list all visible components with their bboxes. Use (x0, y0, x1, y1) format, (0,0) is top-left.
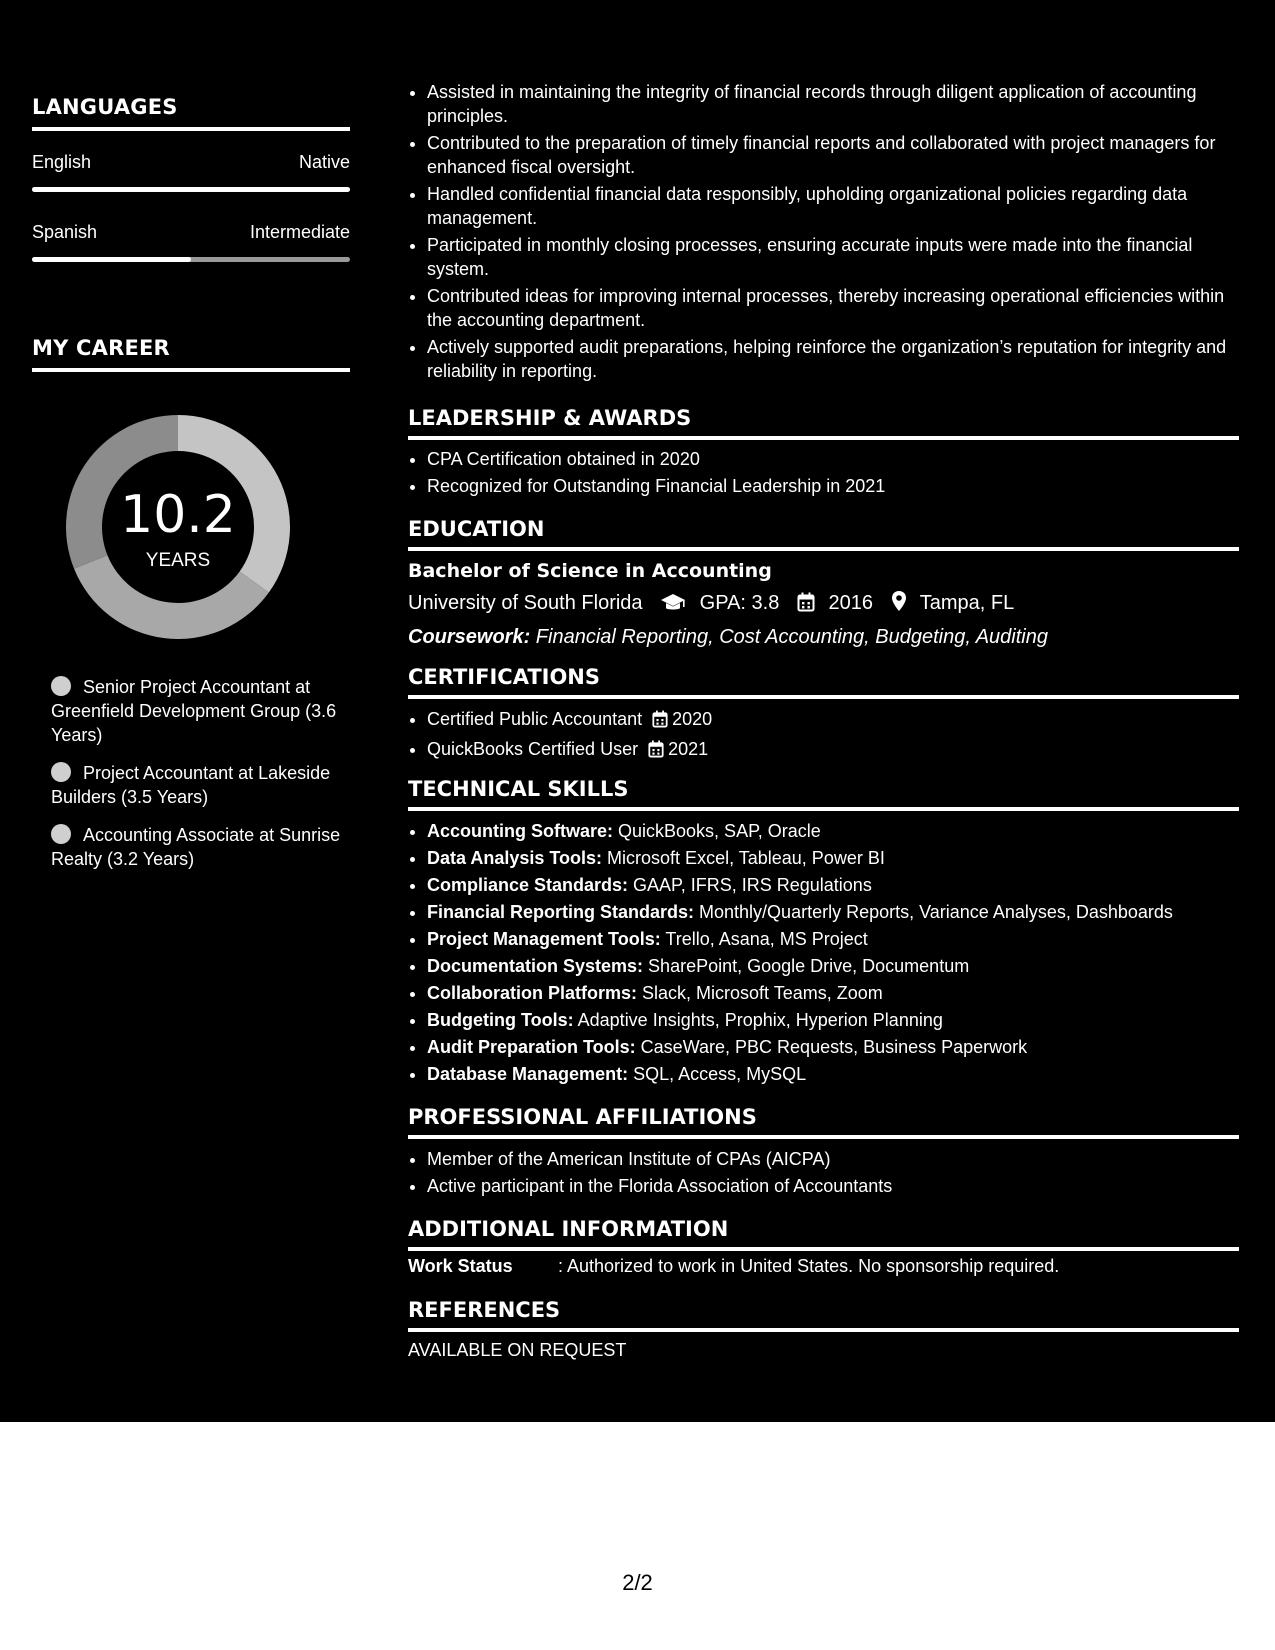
coursework-label: Coursework: (408, 626, 531, 648)
career-heading: MY CAREER (32, 336, 350, 372)
bullet-dot-icon (51, 824, 71, 844)
total-years: 10.2 (120, 485, 236, 545)
list-item: • Contributed ideas for improving internal processes, thereby increasing operational efficiencies within the accounting department. (427, 284, 1239, 332)
education-heading: EDUCATION (408, 517, 1239, 551)
skill-value: Slack, Microsoft Teams, Zoom (637, 983, 883, 1003)
gpa: GPA: 3.8 (699, 592, 780, 614)
career-donut (66, 415, 290, 639)
career-item (51, 761, 341, 809)
language-proficiency-bar (32, 187, 350, 192)
language-level: Intermediate (249, 222, 350, 242)
list-item (427, 1062, 1239, 1086)
list-item (427, 954, 1239, 978)
page-number: 2/2 (622, 1570, 653, 1595)
list-item (427, 900, 1239, 924)
certifications-list (408, 707, 1239, 767)
technical-skills-heading: TECHNICAL SKILLS (408, 777, 1239, 811)
career-item (51, 675, 341, 747)
skill-value: Microsoft Excel, Tableau, Power BI (602, 848, 885, 868)
skill-label: Database Management: (427, 1064, 629, 1084)
years-label: YEARS (145, 550, 211, 571)
coursework-value: Financial Reporting, Cost Accounting, Budgeting, Auditing (530, 626, 1048, 648)
list-item (427, 819, 1239, 843)
list-item (427, 927, 1239, 951)
list-item: • Recognized for Outstanding Financial Leadership in 2021 (427, 474, 1239, 498)
list-item: • CPA Certification obtained in 2020 (427, 447, 1239, 471)
list-item: • Handled confidential financial data responsibly, upholding organizational policies regarding data management. (427, 182, 1239, 230)
skill-value: Adaptive Insights, Prophix, Hyperion Planning (573, 1010, 943, 1030)
list-item (427, 1008, 1239, 1032)
list-item (427, 1035, 1239, 1059)
location-pin-icon (891, 590, 907, 618)
career-item-text: Accounting Associate at Sunrise Realty (3.2 Years) (51, 825, 341, 869)
skill-value: SQL, Access, MySQL (628, 1064, 807, 1084)
skill-label: Financial Reporting Standards: (427, 902, 695, 922)
location: Tampa, FL (919, 592, 1015, 614)
skill-label: Audit Preparation Tools: (427, 1037, 636, 1057)
technical-skills-list (408, 819, 1239, 1089)
language-item (32, 222, 350, 262)
calendar-icon (652, 710, 668, 734)
work-status-value: : Authorized to work in United States. No sponsorship required. (558, 1256, 1060, 1276)
work-status (408, 1256, 1239, 1277)
language-level: Native (298, 152, 350, 172)
certifications-heading: CERTIFICATIONS (408, 665, 1239, 699)
skill-label: Budgeting Tools: (427, 1010, 574, 1030)
affiliations-list (408, 1147, 1239, 1201)
affiliations-heading: PROFESSIONAL AFFILIATIONS (408, 1105, 1239, 1139)
references-text: AVAILABLE ON REQUEST (408, 1340, 627, 1360)
list-item: • Active participant in the Florida Association of Accountants (427, 1174, 1239, 1198)
skill-value: QuickBooks, SAP, Oracle (613, 821, 821, 841)
work-status-label: Work Status (408, 1256, 513, 1276)
list-item (427, 707, 1239, 734)
school-name: University of South Florida (408, 592, 643, 614)
languages-heading: LANGUAGES (32, 95, 350, 131)
career-item (51, 823, 341, 871)
career-list (51, 675, 341, 885)
additional-info-heading: ADDITIONAL INFORMATION (408, 1217, 1239, 1251)
skill-label: Documentation Systems: (427, 956, 644, 976)
references-heading: REFERENCES (408, 1298, 1239, 1332)
coursework (408, 626, 1239, 649)
bullet-dot-icon (51, 762, 71, 782)
certification-year: 2021 (668, 739, 709, 759)
list-item (427, 737, 1239, 764)
language-name: English (32, 152, 92, 172)
skill-label: Project Management Tools: (427, 929, 661, 949)
language-proficiency-bar (32, 257, 350, 262)
degree-title: Bachelor of Science in Accounting (408, 560, 772, 582)
experience-bullets (408, 80, 1239, 386)
language-name: Spanish (32, 222, 98, 242)
list-item: • Actively supported audit preparations, helping reinforce the organization’s reputation for integrity and reliability in reporting. (427, 335, 1239, 383)
career-item-text: Senior Project Accountant at Greenfield Development Group (3.6 Years) (51, 677, 337, 745)
skill-label: Accounting Software: (427, 821, 614, 841)
skill-value: CaseWare, PBC Requests, Business Paperwork (635, 1037, 1028, 1057)
list-item: • Participated in monthly closing processes, ensuring accurate inputs were made into the financial system. (427, 233, 1239, 281)
language-proficiency-fill (32, 257, 191, 262)
skill-value: SharePoint, Google Drive, Documentum (643, 956, 970, 976)
bullet-dot-icon (51, 676, 71, 696)
skill-value: Monthly/Quarterly Reports, Variance Analyses, Dashboards (694, 902, 1173, 922)
skill-value: GAAP, IFRS, IRS Regulations (628, 875, 872, 895)
language-item (32, 152, 350, 192)
list-item (427, 873, 1239, 897)
calendar-icon (797, 592, 815, 618)
skill-label: Collaboration Platforms: (427, 983, 638, 1003)
sidebar (0, 0, 380, 1422)
certification-name: QuickBooks Certified User (427, 739, 639, 759)
leadership-list (408, 447, 1239, 501)
skill-value: Trello, Asana, MS Project (660, 929, 868, 949)
graduation-cap-icon (660, 592, 686, 618)
list-item: • Assisted in maintaining the integrity of financial records through diligent application of accounting principles. (427, 80, 1239, 128)
graduation-year: 2016 (828, 592, 873, 614)
skill-label: Data Analysis Tools: (427, 848, 603, 868)
skill-label: Compliance Standards: (427, 875, 629, 895)
leadership-heading: LEADERSHIP & AWARDS (408, 406, 1239, 440)
list-item (427, 846, 1239, 870)
calendar-icon (648, 740, 664, 764)
list-item: • Member of the American Institute of CPAs (AICPA) (427, 1147, 1239, 1171)
education-entry (408, 560, 1239, 649)
language-proficiency-fill (32, 187, 350, 192)
list-item (427, 981, 1239, 1005)
list-item: • Contributed to the preparation of timely financial reports and collaborated with project managers for enhanced fiscal oversight. (427, 131, 1239, 179)
education-details (408, 590, 1239, 618)
certification-name: Certified Public Accountant (427, 709, 643, 729)
certification-year: 2020 (672, 709, 713, 729)
career-item-text: Project Accountant at Lakeside Builders (3.5 Years) (51, 763, 331, 807)
